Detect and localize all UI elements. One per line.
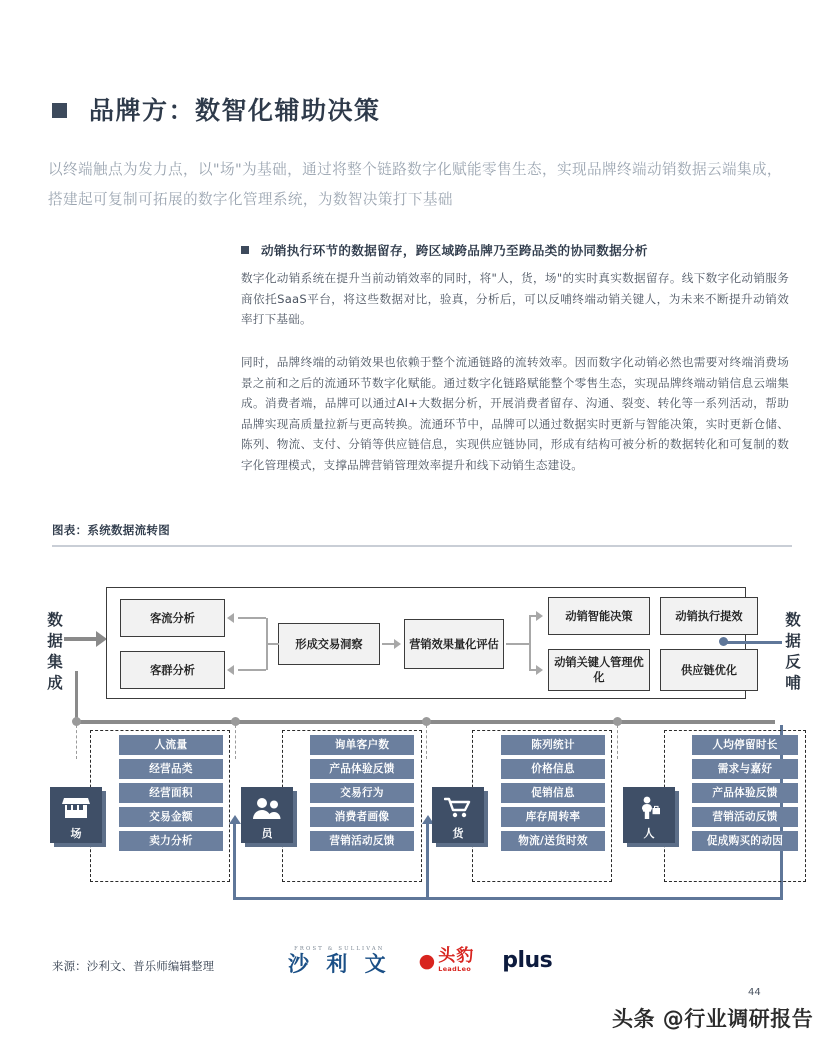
system-data-flow-diagram	[28, 575, 818, 930]
attribute-list-store	[119, 735, 223, 851]
shalivan-text: 沙 利 文	[288, 952, 391, 976]
chip-store-2[interactable]: 经营面积	[119, 783, 223, 803]
chip-people-3[interactable]: 营销活动反馈	[692, 807, 798, 827]
logo-leadleo	[419, 948, 475, 973]
actor-tile-people[interactable]	[623, 787, 675, 843]
frost-sullivan-text: FROST & SULLIVAN	[294, 946, 385, 952]
leadleo-text-stack	[438, 948, 474, 973]
attribute-list-people	[692, 735, 798, 851]
diagram-left-label: 数据集成	[47, 611, 63, 692]
store-icon	[62, 787, 90, 828]
arrow-to-traffic	[227, 613, 234, 623]
figure-divider	[52, 545, 792, 547]
body-paragraph-2: 同时，品牌终端的动销效果也依赖于整个流通链路的流转效率。因而数字化动销必然也需要对终端消费场景之前和之后的流通环节数字化赋能。通过数字化链路赋能整个零售生态，实现品牌终端动销信息云端集成。消费者端，品牌可以通过AI+大数据分析，开展消费者留存、沟通、裂变、转化等一系列活动，帮助品牌实现高质量拉新与更高转换。流通环节中，品牌可以通过数据实时更新与智能决策，实时更新仓储、陈列、物流、支付、分销等供应链信息，实现供应链协同，形成有结构可被分析的数据转化和可复制的数字化管理模式，支撑品牌营销管理效率提升和线下动销生态建设。	[241, 355, 789, 472]
node-traffic-analysis[interactable]: 客流分析	[120, 599, 225, 637]
people-icon	[252, 787, 282, 828]
feedback-up-staff	[233, 821, 236, 899]
actor-tile-goods[interactable]	[432, 787, 484, 843]
actor-label-people: 人	[643, 827, 655, 840]
connector-eval-out	[506, 643, 530, 645]
watermark-text: 头条 @行业调研报告	[612, 1007, 814, 1031]
shopper-icon	[636, 787, 662, 828]
actor-tile-staff[interactable]	[241, 787, 293, 843]
chip-goods-2[interactable]: 促销信息	[501, 783, 605, 803]
drop-dashed-1	[76, 725, 77, 759]
connector-insight-vertical	[266, 618, 268, 670]
arrow-to-group	[227, 665, 234, 675]
attribute-list-staff	[310, 735, 414, 851]
feedback-line-bottom	[233, 897, 782, 900]
feedback-up-goods	[426, 821, 429, 899]
chip-goods-0[interactable]: 陈列统计	[501, 735, 605, 755]
integration-drop-line	[75, 671, 78, 723]
chip-goods-1[interactable]: 价格信息	[501, 759, 605, 779]
chip-people-0[interactable]: 人均停留时长	[692, 735, 798, 755]
node-execution-efficiency[interactable]: 动销执行提效	[660, 597, 758, 635]
subheading-label: 动销执行环节的数据留存，跨区域跨品牌乃至跨品类的协同数据分析	[261, 243, 648, 258]
feedback-up-staff-head	[229, 815, 241, 824]
chip-people-4[interactable]: 促成购买的动因	[692, 831, 798, 851]
section-subheading	[241, 240, 648, 259]
drop-dashed-3	[426, 725, 427, 759]
input-arrow-line	[64, 637, 98, 641]
actor-label-goods: 货	[452, 827, 464, 840]
chip-store-0[interactable]: 人流量	[119, 735, 223, 755]
arrow-to-key-person	[536, 665, 543, 675]
actor-label-store: 场	[70, 827, 82, 840]
chip-store-4[interactable]: 卖力分析	[119, 831, 223, 851]
figure-title: 图表：系统数据流转图	[52, 523, 170, 537]
node-marketing-evaluation[interactable]: 营销效果量化评估	[404, 619, 504, 669]
arrow-to-smart-decision	[536, 611, 543, 621]
page-title: 品牌方：数智化辅助决策	[89, 96, 381, 125]
attribute-list-goods	[501, 735, 605, 851]
page-header	[52, 98, 381, 123]
intro-paragraph: 以终端触点为发力点，以"场"为基础，通过将整个链路数字化赋能零售生态，实现品牌终端动销数据云端集成，搭建起可复制可拓展的数字化管理系统，为数智决策打下基础	[48, 161, 782, 208]
logo-row	[288, 946, 552, 975]
square-bullet-small-icon	[241, 246, 249, 254]
feedback-line-right	[724, 641, 782, 644]
chip-staff-1[interactable]: 产品体验反馈	[310, 759, 414, 779]
leadleo-cn-text: 头豹	[438, 946, 475, 966]
chip-goods-4[interactable]: 物流/送货时效	[501, 831, 605, 851]
square-bullet-icon	[52, 103, 67, 118]
connector-eval-vertical	[529, 615, 531, 671]
body-paragraph-1: 数字化动销系统在提升当前动销效率的同时，将"人，货，场"的实时真实数据留存。线下数字化动销服务商依托SaaS平台，将这些数据对比，验真，分析后，可以反哺终端动销关键人，为未来不断提升动销效率打下基础。	[241, 271, 789, 326]
chip-people-1[interactable]: 需求与嘉好	[692, 759, 798, 779]
connector-to-group	[238, 669, 266, 671]
page-number: 44	[748, 987, 761, 998]
logo-frost-sullivan	[288, 946, 391, 975]
actor-tile-store[interactable]	[50, 787, 102, 843]
node-customer-group-analysis[interactable]: 客群分析	[120, 651, 225, 689]
drop-dashed-2	[235, 725, 236, 759]
connector-to-traffic	[238, 617, 266, 619]
node-key-person-management[interactable]: 动销关键人管理优化	[548, 649, 650, 691]
chip-store-3[interactable]: 交易金额	[119, 807, 223, 827]
node-transaction-insight[interactable]: 形成交易洞察	[278, 623, 380, 665]
chip-staff-0[interactable]: 询单客户数	[310, 735, 414, 755]
drop-dashed-4	[617, 725, 618, 759]
arrow-insight-to-eval	[394, 639, 401, 649]
cart-icon	[444, 787, 472, 828]
node-smart-decision[interactable]: 动销智能决策	[548, 597, 650, 635]
chip-staff-2[interactable]: 交易行为	[310, 783, 414, 803]
chip-staff-4[interactable]: 营销活动反馈	[310, 831, 414, 851]
chip-goods-3[interactable]: 库存周转率	[501, 807, 605, 827]
logo-plus: plus	[502, 948, 553, 973]
actor-label-staff: 员	[261, 827, 273, 840]
leadleo-en-text: LeadLeo	[438, 965, 472, 973]
source-note: 来源：沙利文、普乐师编辑整理	[52, 959, 215, 973]
chip-store-1[interactable]: 经营品类	[119, 759, 223, 779]
node-supply-chain-optimization[interactable]: 供应链优化	[660, 649, 758, 691]
chip-people-2[interactable]: 产品体验反馈	[692, 783, 798, 803]
diagram-right-label: 数据反哺	[785, 611, 801, 692]
leopard-icon: ●	[418, 949, 436, 972]
chip-staff-3[interactable]: 消费者画像	[310, 807, 414, 827]
